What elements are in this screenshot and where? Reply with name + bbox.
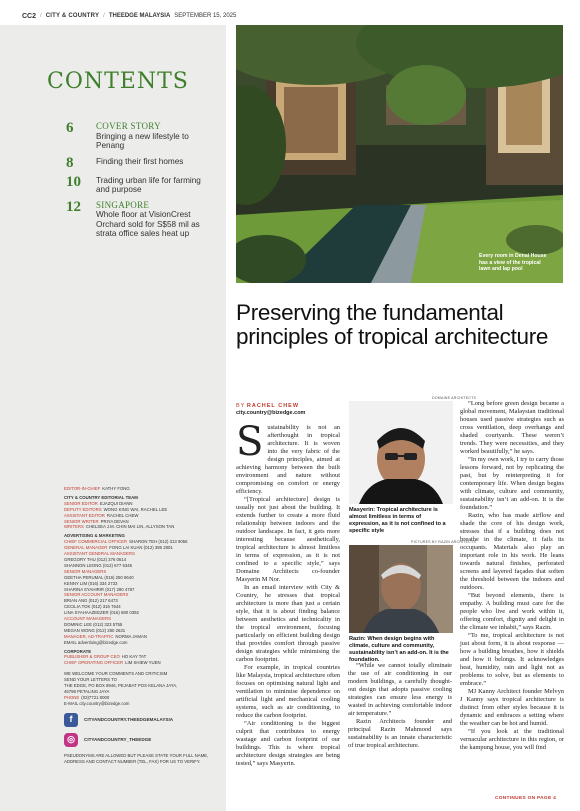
issue-date: SEPTEMBER 15, 2025: [174, 13, 237, 19]
masthead-role: MANAGER, AD-TRAFFIC: [64, 633, 114, 639]
contents-sidebar: [0, 25, 226, 811]
facebook-handle-text: CITYANDCOUNTRY.THEEDGEMALAYSIA: [84, 716, 174, 722]
article-paragraph: “To me, tropical architecture is not just about form, it is about response — how a building breathes, how it shields and how it belongs. It acknowledges heat, humidity, rain and light not as problems to solve, but as elements to embrace.”: [460, 632, 564, 687]
portrait-caption-2: Razin: When design begins with climate, culture and community, sustainability isn’t an add-on. It is the foundation.: [349, 636, 449, 663]
contents-kicker: SINGAPORE: [96, 199, 150, 210]
author-name: RACHEL CHEW: [246, 403, 300, 409]
masthead-name: SHARON TEH (012) 313 9056: [129, 539, 188, 545]
masthead-role: CHIEF COMMERCIAL OFFICER: [64, 539, 128, 545]
instagram-handle-text: CITYANDCOUNTRY_THEEDGE: [84, 736, 152, 742]
article-paragraph: In an email interview with City & Country, he stresses that tropical architecture is more than just a certain style, that it is about finding balance between aesthetics and technicality in the tropical environment, focusing particularly on efficient building design that provides comfort through passive design strategies while minimising the carbon footprint.: [236, 584, 340, 663]
article-headline: Preserving the fundamental principles of tropical architecture: [236, 300, 549, 349]
masthead: [64, 486, 220, 765]
page-number: CC2: [22, 12, 37, 20]
contents-item-text: [96, 201, 216, 239]
section-name: CITY & COUNTRY: [45, 13, 100, 19]
masthead-name: SHANNON LEONG (012) 677 5345: [64, 562, 133, 568]
contents-item-text: [96, 157, 216, 170]
masthead-name: GEETHA PERUMAL (016) 250 8640: [64, 574, 134, 580]
masthead-role: PHONE: [64, 694, 80, 700]
masthead-role: SENIOR WRITER: [64, 518, 99, 524]
contents-list: [66, 122, 216, 245]
masthead-name: LIM SHIEW YUEN: [125, 660, 161, 666]
masthead-name: BRIAN ANG (012) 217 6473: [64, 598, 118, 604]
instagram-handle[interactable]: [64, 733, 220, 747]
contents-kicker: COVER STORY: [96, 121, 161, 131]
lead-text: ustainability is not an afterthought in tropical architecture. It is woven into the very fabric of the design principles, aimed at achieving harmony between the built environment and nature without compromising on comfort or energy efficiency.: [236, 424, 340, 495]
hero-photo: [236, 25, 563, 283]
article-paragraph: MJ Kanny Architect founder Melvyn J Kanny says tropical architecture is distinct from other styles because it is dynamic and embraces a setting where the weather can be hot and humid.: [460, 688, 564, 727]
masthead-name: PRIYA DEVAN: [100, 518, 129, 524]
masthead-heading: ADVERTISING & MARKETING: [64, 533, 125, 539]
masthead-name: DOMINIC LEE (012) 323 5755: [64, 621, 123, 627]
continues-note: CONTINUES ON PAGE 4: [495, 796, 557, 801]
masthead-name: KATHY FONG: [102, 486, 130, 491]
byline-prefix: BY: [236, 403, 246, 409]
masthead-role: EDITOR-IN-CHIEF: [64, 486, 101, 491]
masthead-name: FONG LAI KUAN (012) 386 2801: [109, 545, 173, 551]
masthead-name: 46798 PETALING JAYA: [64, 689, 110, 694]
masthead-role: CHIEF OPERATING OFFICER: [64, 660, 124, 666]
article-paragraph: “While we cannot totally eliminate the use of air conditioning in our modern buildings, a carefully thought-out design that adopts passive cooling strategies can ensure less energy is wasted in achieving comfortable indoor air temperature.”: [348, 662, 452, 717]
article-paragraph: “If you look at the traditional vernacular architecture in this region, or the kampung house, you will find: [460, 728, 564, 751]
masthead-name: EMAIL advertising@bizedge.com: [64, 639, 128, 645]
byline: [236, 403, 305, 417]
masthead-role: DEPUTY EDITORS: [64, 506, 102, 512]
masthead-name: MEGAN WONG (012) 280 2631: [64, 627, 126, 633]
article-paragraph: “[Tropical architecture] design is usually not just about the building. It extends further to create a more fluid relationship between indoors and the outdoor landscape. In fact, it gets more interesting because aesthetically, tropical architecture is almost limitless in terms of expression, as it is not confined to a specific style,” says Domaine Architects co-founder Masyerin M Nor.: [236, 496, 340, 583]
contents-page-number: 8: [66, 154, 74, 171]
contents-item: [66, 198, 216, 239]
article-paragraph: [236, 419, 340, 496]
masthead-role: WRITERS: [64, 524, 84, 530]
page-header: [22, 10, 562, 22]
masthead-role: ACCOUNT MANAGERS: [64, 616, 111, 622]
masthead-name: WE WELCOME YOUR COMMENTS AND CRITICISM: [64, 671, 168, 677]
article-paragraph: “Long before green design became a global movement, Malaysian traditional houses used passive strategies such as cross ventilation, deep overhangs and shaded courtyards. These weren’t trends. They were necessities, and they worked beautifully,” he says.: [460, 400, 564, 455]
publication-name: THEEDGE MALAYSIA: [108, 13, 171, 19]
masthead-name: CECILIA TOK (012) 316 7644: [64, 604, 121, 610]
contents-item-text: [96, 176, 216, 195]
contents-title: CONTENTS: [47, 69, 189, 94]
article-column-1: [236, 419, 340, 768]
article-column-2: [348, 662, 452, 750]
masthead-name: E-MAIL city.country@bizedge.com: [64, 700, 130, 706]
header-separator: /: [103, 13, 105, 19]
masthead-name: LINA SYAHAAZEEZER (016) 680 0392: [64, 610, 139, 616]
masthead-name: KENNY LIM (016) 334 2733: [64, 580, 118, 586]
masthead-name: SEND YOUR LETTERS TO: [64, 677, 118, 683]
masthead-heading: CITY & COUNTRY EDITORIAL TEAM: [64, 494, 138, 500]
contents-description: Trading urban life for farming and purpose: [96, 175, 201, 194]
photo-caption: Every room in Denai House has a view of the tropical lawn and lap pool: [479, 253, 547, 273]
author-email: city.country@bizedge.com: [236, 410, 306, 416]
masthead-role: SENIOR ACCOUNT MANAGERS: [64, 592, 129, 598]
masthead-role: ASSISTANT GENERAL MANAGERS: [64, 551, 135, 557]
article-paragraph: “Air conditioning is the biggest culprit that contributes to energy wastage and carbon footprint of our buildings. This is where tropical architecture design strategies are being tested,” says Masyerin.: [236, 720, 340, 767]
masthead-name: GREGORY THU (012) 376 0614: [64, 556, 127, 562]
masyerin-portrait: [349, 401, 453, 504]
article-paragraph: “But beyond elements, there is empathy. A building must care for the people who live and work within it, offering comfort, dignity and delight in the climate we inhabit,” says Razin.: [460, 592, 564, 631]
masthead-role: SENIOR MANAGERS: [64, 568, 107, 574]
masthead-name: CHELSEA J.M. CHIN MAI LIN, ALLYSON TAN: [85, 524, 175, 530]
masthead-line: [64, 701, 220, 707]
instagram-icon: ◎: [64, 733, 78, 747]
masthead-note: PSEUDONYMS ARE ALLOWED BUT PLEASE STATE YOUR FULL NAME, ADDRESS AND CONTACT NUMBER (TEL, FAX) FOR US TO VERIFY.: [64, 752, 209, 764]
masthead-role: GENERAL MANAGER: [64, 545, 108, 551]
contents-item: [66, 122, 216, 151]
masthead-role: SENIOR EDITOR: [64, 500, 98, 506]
contents-item: [66, 173, 216, 195]
contents-page-number: 12: [66, 198, 81, 215]
contents-description: Bringing a new lifestyle to Penang: [96, 131, 189, 150]
masthead-name: RACHEL CHEW: [106, 512, 139, 518]
razin-portrait: [349, 545, 453, 633]
image-credit: DOMAINE ARCHITECTS: [432, 396, 477, 400]
contents-description: Finding their first homes: [96, 156, 184, 166]
article-paragraph: For example, in tropical countries like Malaysia, tropical architecture often focuses on optimising natural light and ventilation to minimise dependence on artificial light and mechanical cooling systems, such as air conditioning, to reduce the carbon footprint.: [236, 664, 340, 719]
contents-item-text: [96, 122, 216, 151]
masthead-line: [64, 486, 220, 492]
contents-description: Whole floor at VisionCrest Orchard sold for S$58 mil as strata office sales heat up: [96, 210, 200, 238]
tropical-house-image: [236, 25, 563, 283]
masthead-role: PUBLISHER & GROUP CEO: [64, 654, 120, 660]
contents-page-number: 6: [66, 120, 74, 136]
contents-page-number: 10: [66, 173, 81, 190]
masthead-role: ASSISTANT EDITOR: [64, 512, 105, 518]
header-separator: /: [40, 13, 42, 19]
image-credit: PICTURES BY RAZIN ARCHITECTS: [411, 540, 477, 544]
masthead-name: HO KAY TAT: [121, 654, 147, 660]
masthead-name: WONG KING WAI, RACHEL LEE: [103, 506, 168, 512]
masthead-line: [64, 524, 220, 530]
article-paragraph: Razin, who has made airflow and shade the core of his design work, stresses that if a building does not breathe in the climate, it fails its occupants. Materials also play an important role in his work. He leans towards natural finishes, perforated screens and layered façades that soften the threshold between the indoors and outdoors.: [460, 512, 564, 591]
facebook-icon: f: [64, 713, 78, 727]
contents-item: [66, 154, 216, 171]
facebook-handle[interactable]: [64, 713, 220, 727]
portrait-caption-1: Masyerin: Tropical architecture is almost limitless in terms of expression, as it is not confined to a specific style: [349, 507, 446, 534]
article-paragraph: Razin Architects founder and principal Razin Mahmood says sustainability is an innate characteristic of true tropical architecture.: [348, 718, 452, 749]
drop-cap: S: [236, 419, 264, 465]
masthead-name: SHARINA SYAHIRIR (017) 290 4787: [64, 586, 135, 592]
article-paragraph: “In my own work, I try to carry those lessons forward, not by replicating the past, but by reinterpreting it for contemporary life. When design begins with climate, culture and community, sustainability isn’t an add-on. It is the foundation.”: [460, 456, 564, 511]
masthead-name: (03)7721 8000: [81, 694, 110, 700]
masthead-name: THE EDGE, PO BOX 8946, PEJABAT POS KELANA JAYA,: [64, 683, 178, 689]
masthead-line: [64, 640, 220, 646]
masthead-name: EJAZQUI DIANN: [99, 500, 133, 506]
article-column-3: [460, 400, 564, 752]
masthead-heading: CORPORATE: [64, 648, 92, 654]
masthead-name: NORMA JAMAN: [115, 633, 147, 639]
